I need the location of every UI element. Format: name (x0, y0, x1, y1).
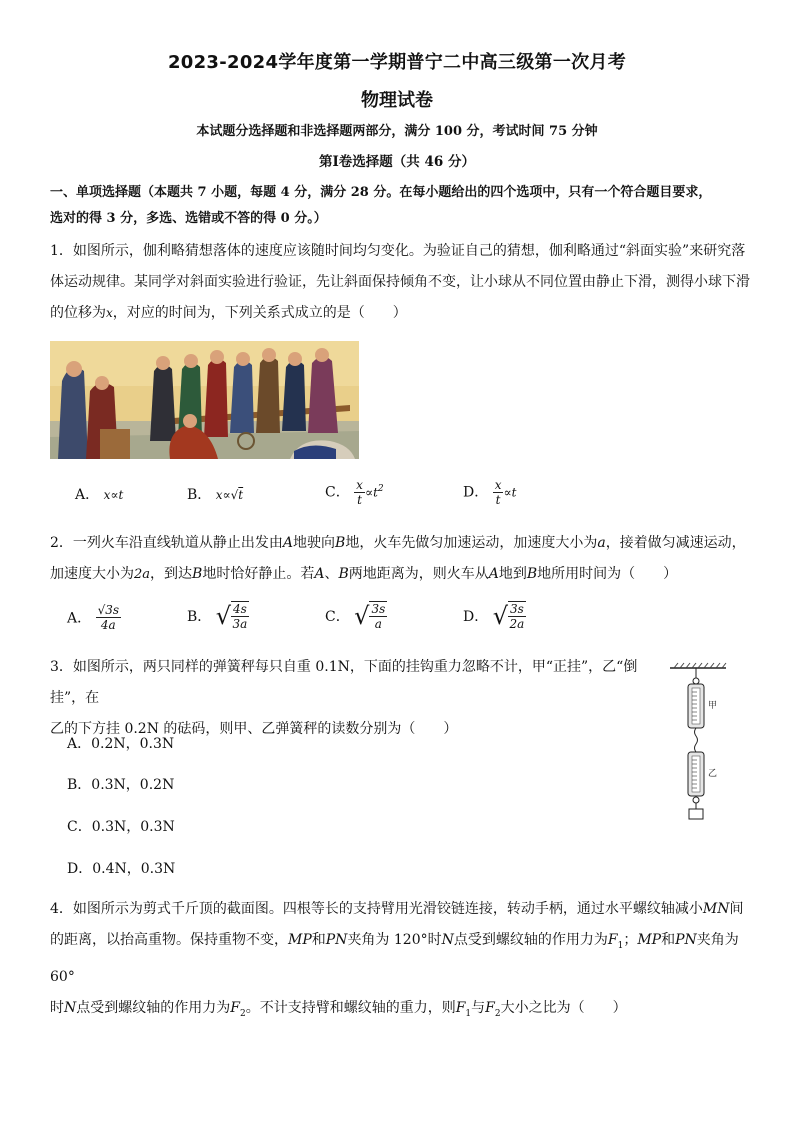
section-heading: 第Ⅰ卷选择题（共 46 分） (318, 154, 475, 170)
q1-option-d[interactable]: D． $\frac{x}{t}$ ∝t (463, 478, 517, 507)
exam-title: 2023-2024学年度第一学期普宁二中高三级第一次月考 (167, 52, 627, 73)
instructions-line: 一、单项选择题（本题共 7 小题，每题 4 分，满分 28 分。在每小题给出的四个选项中，只有一个符合题目要求， (50, 185, 712, 200)
sqrt-symbol: √ $\frac{4s}{3a}$ (215, 602, 248, 631)
fraction: $\frac{x}{t}$ (494, 478, 502, 507)
q1-option-c[interactable]: C． $\frac{x}{t}$ $\propto t^2$ (325, 478, 384, 507)
question-4 (50, 894, 756, 1030)
q2-option-b[interactable]: B． √ $\frac{4s}{3a}$ (187, 602, 248, 631)
q3-line: 3．如图所示，两只同样的弹簧秤每只自重 0.1N，下面的挂钩重力忽略不计，甲“正挂”，乙“倒挂”，在 (50, 659, 638, 706)
q1-option-a[interactable]: A． x∝t (75, 487, 124, 503)
q1-line: 1．如图所示，伽利略猜想落体的速度应该随时间均匀变化。为验证自己的猜想，伽利略通过“斜面实验”来研究落 (50, 243, 746, 259)
q4-line: 4．如图所示为剪式千斤顶的截面图。四根等长的支持臂用光滑铰链连接，转动手柄，通过水平螺纹轴减小MN间 (50, 901, 744, 917)
sqrt-symbol: √ $\frac{3s}{2a}$ (492, 602, 525, 631)
question-3 (50, 652, 670, 745)
q1-option-b[interactable]: B． x∝√t (187, 487, 244, 503)
q3-option-b[interactable]: B．0.3N，0.2N (67, 777, 175, 793)
sqrt-symbol: √t (230, 488, 244, 502)
q1-line: 的位移为x，对应的时间为，下列关系式成立的是（ ） (50, 305, 407, 321)
q2-line: 2．一列火车沿直线轨道从静止出发由A地驶向B地，火车先做匀加速运动，加速度大小为a，接着做匀减速运动， (50, 535, 746, 551)
q3-option-d[interactable]: D．0.4N，0.3N (67, 861, 176, 877)
q1-line: 体运动规律。某同学对斜面实验进行验证，先让斜面保持倾角不变，让小球从不同位置由静止下滑，测得小球下滑 (50, 274, 750, 290)
instructions (50, 180, 750, 232)
fraction: $\frac{x}{t}$ (356, 478, 363, 507)
galileo-painting (50, 341, 359, 459)
subject-title: 物理试卷 (361, 90, 433, 111)
q2-option-a[interactable]: A． $\frac{√3s}{4a}$ (67, 603, 120, 632)
question-2 (50, 528, 760, 590)
q2-option-d[interactable]: D． √ $\frac{3s}{2a}$ (463, 602, 525, 631)
label-jia: 甲 (708, 701, 718, 711)
question-1 (50, 236, 750, 329)
exam-note: 本试题分选择题和非选择题两部分，满分 100 分，考试时间 75 分钟 (196, 124, 598, 139)
q3-option-a[interactable]: A．0.2N，0.3N (67, 736, 175, 752)
q2-option-c[interactable]: C． √ $\frac{3s}{a}$ (325, 602, 386, 631)
q4-line: 的距离，以抬高重物。保持重物不变，MP和PN夹角为 120°时N点受到螺纹轴的作用力为$F_1$；MP和PN夹角为 60° (50, 932, 739, 985)
fraction: $\frac{√3s}{4a}$ (97, 603, 120, 632)
instructions-line: 选对的得 3 分，多选、选错或不答的得 0 分。） (50, 211, 327, 226)
q2-line: 加速度大小为2a，到达B地时恰好静止。若A、B两地距离为，则火车从A地到B地所用时间为（ ） (50, 566, 678, 582)
q4-line: 时N点受到螺纹轴的作用力为$F_2$。不计支持臂和螺纹轴的重力，则$F_1$与$F_2$大小之比为（ ） (50, 999, 627, 1019)
sqrt-symbol: √ $\frac{3s}{a}$ (354, 602, 386, 631)
spring-balance-figure (668, 660, 732, 824)
q3-line: 乙的下方挂 0.2N 的砝码，则甲、乙弹簧秤的读数分别为（ ） (50, 721, 458, 737)
label-yi: 乙 (708, 769, 718, 779)
q3-option-c[interactable]: C．0.3N，0.3N (67, 819, 175, 835)
